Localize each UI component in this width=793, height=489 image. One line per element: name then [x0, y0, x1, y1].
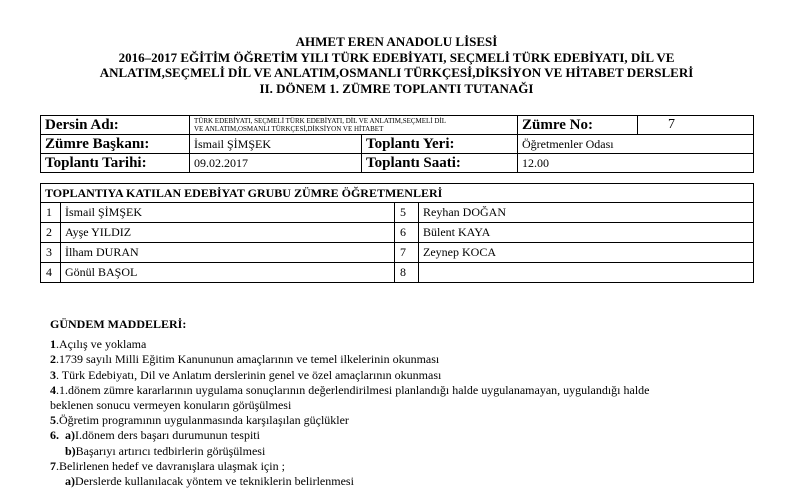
agenda-item-number: b) [50, 443, 76, 458]
agenda-item-text: . Türk Edebiyatı, Dil ve Anlatım derslerinin genel ve özel amaçlarının okunması [56, 367, 442, 382]
course-name-line-2: VE ANLATIM,OSMANLI TÜRKÇESİ,DİKSİYON VE HİTABET [194, 125, 384, 133]
agenda-item-text: Derslerde kullanılacak yöntem ve tekniklerin belirlenmesi [75, 474, 354, 489]
meeting-time-label: Toplantı Saati: [362, 154, 518, 173]
agenda-item-text: .Belirlenen hedef ve davranışlara ulaşmak için ; [56, 458, 285, 473]
meeting-time-value: 12.00 [518, 154, 754, 173]
meeting-info-table [40, 115, 754, 173]
member-name [419, 263, 754, 283]
agenda-item-text: .Açılış ve yoklama [56, 337, 147, 352]
member-name: İsmail ŞİMŞEK [61, 203, 395, 223]
agenda-item-text: .1739 sayılı Milli Eğitim Kanununun amaçlarının ve temel ilkelerinin okunması [56, 352, 440, 367]
agenda-item-number: a) [50, 474, 75, 489]
course-name-value [190, 116, 518, 135]
agenda-item-text: I.dönem ders başarı durumunun tespiti [75, 428, 260, 443]
agenda-heading: GÜNDEM MADDELERİ: [50, 317, 187, 331]
header-line-2: 2016–2017 EĞİTİM ÖĞRETİM YILI TÜRK EDEBİYATI, SEÇMELİ TÜRK EDEBİYATI, DİL VE [118, 49, 675, 65]
agenda-item-number: 5 [50, 413, 56, 428]
agenda-item [50, 337, 770, 352]
member-name: Zeynep KOCA [419, 243, 754, 263]
header-line-3: ANLATIM,SEÇMELİ DİL VE ANLATIM,OSMANLI TÜRKÇESİ,DİKSİYON VE HİTABET DERSLERİ [99, 65, 694, 80]
document-header [0, 34, 793, 96]
member-number: 4 [41, 263, 61, 283]
member-number: 1 [41, 203, 61, 223]
member-name: İlham DURAN [61, 243, 395, 263]
members-table [40, 183, 754, 283]
member-name: Gönül BAŞOL [61, 263, 395, 283]
agenda-item [50, 383, 770, 398]
agenda-item-number: 4 [50, 382, 56, 397]
agenda-item-number: 3 [50, 367, 56, 382]
meeting-date-value: 09.02.2017 [190, 154, 362, 173]
agenda-item-number: 2 [50, 352, 56, 367]
agenda-item-text: .Öğretim programının uygulanmasında karşılaşılan güçlükler [56, 413, 349, 428]
table-row [41, 243, 754, 263]
group-number-label: Zümre No: [518, 116, 638, 135]
member-number: 5 [395, 203, 419, 223]
agenda-item [50, 413, 770, 428]
member-name: Bülent KAYA [419, 223, 754, 243]
member-number: 2 [41, 223, 61, 243]
agenda-item [50, 474, 770, 489]
course-name-label: Dersin Adı: [41, 116, 190, 135]
agenda-item [50, 352, 770, 367]
group-number-value: 7 [638, 116, 754, 135]
agenda-item-number: 1 [50, 337, 56, 352]
meeting-date-label: Toplantı Tarihi: [41, 154, 190, 173]
table-row [41, 203, 754, 223]
member-number: 8 [395, 263, 419, 283]
agenda-item-text: beklenen sonucu vermeyen konuların görüşülmesi [50, 398, 292, 413]
course-name-line-1: TÜRK EDEBİYATI, SEÇMELİ TÜRK EDEBİYATI, DİL VE ANLATIM,SEÇMELİ DİL [194, 117, 447, 125]
school-name: AHMET EREN ANADOLU LİSESİ [295, 34, 498, 49]
member-number: 3 [41, 243, 61, 263]
agenda-section [50, 317, 770, 489]
agenda-item [50, 444, 770, 459]
member-number: 6 [395, 223, 419, 243]
table-row [41, 263, 754, 283]
agenda-item [50, 398, 770, 413]
meeting-place-label: Toplantı Yeri: [362, 135, 518, 154]
agenda-item [50, 368, 770, 383]
group-head-value: İsmail ŞİMŞEK [190, 135, 362, 154]
table-row [41, 223, 754, 243]
agenda-item-text: .1.dönem zümre kararlarının uygulama sonuçlarının değerlendirilmesi planlandığı halde uygulanamayan, uygulandığı halde [56, 382, 650, 397]
agenda-item [50, 428, 770, 443]
member-name: Ayşe YILDIZ [61, 223, 395, 243]
member-number: 7 [395, 243, 419, 263]
group-head-label: Zümre Başkanı: [41, 135, 190, 154]
agenda-item [50, 459, 770, 474]
meeting-place-value: Öğretmenler Odası [518, 135, 754, 154]
document-title: II. DÖNEM 1. ZÜMRE TOPLANTI TUTANAĞI [259, 80, 534, 96]
agenda-item-number: 7 [50, 458, 56, 473]
member-name: Reyhan DOĞAN [419, 203, 754, 223]
agenda-item-text: Başarıyı artırıcı tedbirlerin görüşülmesi [75, 443, 266, 458]
members-table-title: TOPLANTIYA KATILAN EDEBİYAT GRUBU ZÜMRE ÖĞRETMENLERİ [41, 184, 754, 203]
agenda-item-number: 6. a) [50, 428, 75, 443]
